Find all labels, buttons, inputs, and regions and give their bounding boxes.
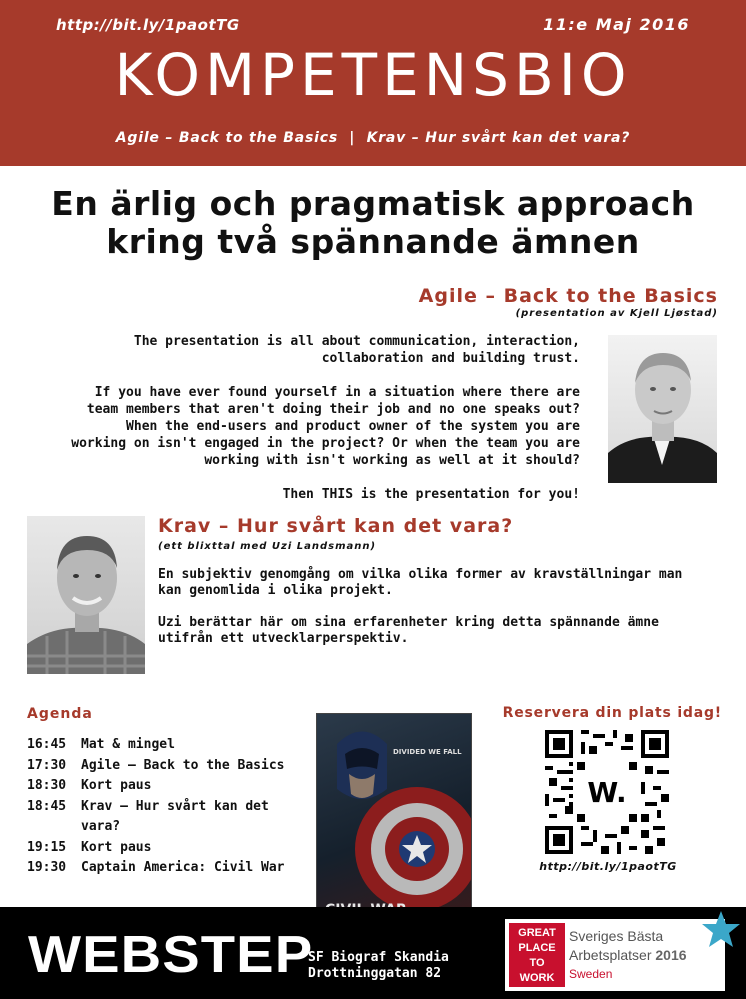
poster-tagline: DIVIDED WE FALL [393,748,462,756]
gptw-word: WORK [519,972,555,984]
agenda-label: Agile – Back to the Basics [81,757,285,773]
agenda-item [27,735,312,756]
agenda-time: 18:30 [27,778,67,793]
great-place-to-work-badge [505,919,725,991]
agenda-time: 17:30 [27,757,67,773]
agenda-item [27,797,312,838]
agenda-list [27,735,312,879]
venue-address [308,950,449,982]
agenda-item [27,838,312,859]
agenda-time: 19:30 [27,860,67,875]
agenda-label: Krav – Hur svårt kan det vara? [81,798,269,834]
header-subtitle: Agile – Back to the Basics | Krav – Hur svårt kan det vara? [115,130,631,146]
header-banner [0,0,746,166]
gptw-line-1: Sveriges Bästa [569,928,664,944]
page-title: KOMPETENSBIO [114,41,632,109]
talk1-subtitle: (presentation av Kjell Ljøstad) [515,308,718,319]
gptw-year: 2016 [655,947,687,963]
agenda-item [27,858,312,879]
agenda-label: Kort paus [81,839,152,855]
venue-street: Drottninggatan 82 [308,966,442,981]
agenda-item [27,776,312,797]
movie-poster [316,713,472,928]
agenda-item [27,756,312,777]
talk2-paragraph: En subjektiv genomgång om vilka olika former av kravställningar man kan genomlida i olika projekt. [158,567,683,598]
talk2-title: Krav – Hur svårt kan det vara? [158,515,514,537]
header-url[interactable]: http://bit.ly/1paotTG [56,16,240,34]
venue-name: SF Biograf Skandia [308,950,449,965]
headline [0,185,746,261]
talk1-paragraph: Then THIS is the presentation for you! [282,487,580,502]
agenda-title: Agenda [27,706,93,722]
gptw-logo [509,923,565,987]
headline-line-1: En ärlig och pragmatisk approach [51,184,695,223]
gptw-word: PLACE [518,942,556,954]
agenda-time: 16:45 [27,737,67,752]
headline-line-2: kring två spännande ämnen [106,222,640,261]
qr-center-logo: W. [587,776,627,809]
agenda-label: Captain America: Civil War [81,860,285,875]
agenda-time: 18:45 [27,798,67,814]
agenda-label: Kort paus [81,778,152,793]
talk2-paragraph: Uzi berättar här om sina erfarenheter kring detta spännande ämne utifrån ett utvecklarperspektiv. [158,615,659,646]
talk2-description [158,567,698,663]
agenda-time: 19:15 [27,839,67,855]
gptw-word: GREAT [518,927,556,939]
gptw-word: TO [529,957,545,969]
talk1-title: Agile – Back to the Basics [418,285,718,307]
speaker-photo-uzi [27,516,145,674]
footer [0,907,746,999]
event-date: 11:e Maj 2016 [543,15,690,34]
star-icon [701,909,741,949]
gptw-line-3: Sweden [569,967,613,981]
talk2-subtitle: (ett blixttal med Uzi Landsmann) [158,541,377,552]
talk1-paragraph: The presentation is all about communication, interaction, collaboration and building trust. [133,334,580,366]
reserve-title: Reservera din plats idag! [502,705,722,721]
talk1-paragraph: If you have ever found yourself in a situation where there are team members that aren't doing their job and no one speaks out? When the end-users and product owner of the system you are working on isn't engaged in the project? Or when the team you are working with isn't working as well at it should? [71,385,580,468]
speaker-photo-kjell [608,335,717,483]
talk1-description [70,333,580,520]
gptw-line-2 [569,947,687,963]
webstep-logo: WEBSTEP [28,926,314,984]
qr-code[interactable] [545,730,669,854]
agenda-label: Mat & mingel [81,737,175,752]
gptw-line-2-text: Arbetsplatser [569,947,652,963]
qr-url[interactable]: http://bit.ly/1paotTG [539,860,677,873]
